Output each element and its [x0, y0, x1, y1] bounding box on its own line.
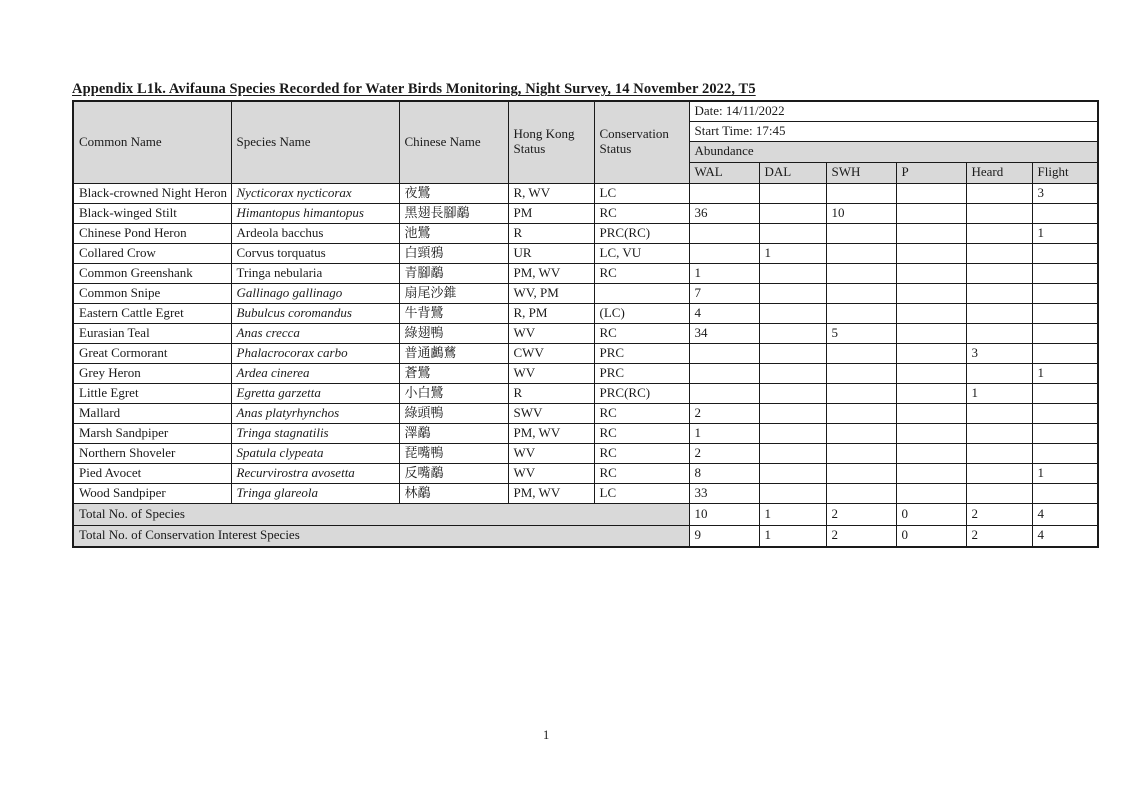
conservation-status-cell: RC — [594, 463, 689, 483]
abundance-cell-p — [896, 363, 966, 383]
species-row — [73, 483, 1098, 503]
chinese-name-cell: 黑翅長腳鷸 — [399, 203, 508, 223]
species-row — [73, 263, 1098, 283]
abundance-cell-dal — [759, 203, 826, 223]
abundance-cell-flight — [1032, 343, 1098, 363]
col-header-species-name: Species Name — [231, 101, 399, 183]
abundance-cell-p — [896, 283, 966, 303]
total-conservation-p: 0 — [896, 525, 966, 547]
abundance-cell-heard — [966, 263, 1032, 283]
abundance-cell-wal: 36 — [689, 203, 759, 223]
total-species-label: Total No. of Species — [73, 503, 689, 525]
site-header-wal: WAL — [689, 162, 759, 183]
survey-start-time: Start Time: 17:45 — [689, 121, 1098, 141]
abundance-cell-wal: 2 — [689, 403, 759, 423]
hong-kong-status-cell: PM, WV — [508, 263, 594, 283]
species-name-cell: Ardeola bacchus — [231, 223, 399, 243]
abundance-cell-heard — [966, 303, 1032, 323]
total-conservation-flight: 4 — [1032, 525, 1098, 547]
abundance-cell-heard — [966, 283, 1032, 303]
site-header-p: P — [896, 162, 966, 183]
abundance-cell-flight: 3 — [1032, 183, 1098, 203]
conservation-status-cell: RC — [594, 443, 689, 463]
abundance-cell-heard — [966, 403, 1032, 423]
abundance-cell-p — [896, 243, 966, 263]
abundance-cell-dal — [759, 223, 826, 243]
abundance-cell-wal: 34 — [689, 323, 759, 343]
hong-kong-status-cell: CWV — [508, 343, 594, 363]
site-header-flight: Flight — [1032, 162, 1098, 183]
total-species-swh: 2 — [826, 503, 896, 525]
chinese-name-cell: 扇尾沙錐 — [399, 283, 508, 303]
abundance-cell-flight — [1032, 383, 1098, 403]
chinese-name-cell: 池鷺 — [399, 223, 508, 243]
species-name-cell: Tringa nebularia — [231, 263, 399, 283]
abundance-cell-flight — [1032, 303, 1098, 323]
chinese-name-cell: 林鷸 — [399, 483, 508, 503]
abundance-cell-wal: 2 — [689, 443, 759, 463]
hong-kong-status-cell: R — [508, 223, 594, 243]
abundance-cell-swh — [826, 263, 896, 283]
hong-kong-status-cell: PM, WV — [508, 483, 594, 503]
abundance-cell-dal — [759, 283, 826, 303]
abundance-cell-p — [896, 383, 966, 403]
common-name-cell: Mallard — [73, 403, 231, 423]
abundance-cell-dal — [759, 443, 826, 463]
abundance-cell-wal: 1 — [689, 423, 759, 443]
abundance-cell-p — [896, 343, 966, 363]
total-conservation-label: Total No. of Conservation Interest Species — [73, 525, 689, 547]
hong-kong-status-cell: UR — [508, 243, 594, 263]
total-conservation-row — [73, 525, 1098, 547]
site-header-dal: DAL — [759, 162, 826, 183]
species-name-cell: Phalacrocorax carbo — [231, 343, 399, 363]
total-species-p: 0 — [896, 503, 966, 525]
hong-kong-status-cell: WV — [508, 323, 594, 343]
abundance-cell-p — [896, 183, 966, 203]
species-name-cell: Gallinago gallinago — [231, 283, 399, 303]
hong-kong-status-cell: R, WV — [508, 183, 594, 203]
common-name-cell: Common Greenshank — [73, 263, 231, 283]
abundance-cell-swh — [826, 423, 896, 443]
abundance-cell-dal — [759, 423, 826, 443]
abundance-cell-dal — [759, 323, 826, 343]
species-row — [73, 363, 1098, 383]
species-row — [73, 463, 1098, 483]
abundance-cell-flight: 1 — [1032, 463, 1098, 483]
conservation-status-cell: LC, VU — [594, 243, 689, 263]
species-row — [73, 223, 1098, 243]
species-table — [72, 100, 1099, 548]
species-name-cell: Tringa stagnatilis — [231, 423, 399, 443]
conservation-status-cell: (LC) — [594, 303, 689, 323]
species-row — [73, 343, 1098, 363]
abundance-cell-swh — [826, 283, 896, 303]
species-row — [73, 303, 1098, 323]
site-header-swh: SWH — [826, 162, 896, 183]
abundance-cell-swh — [826, 443, 896, 463]
hong-kong-status-cell: WV — [508, 363, 594, 383]
abundance-cell-dal — [759, 363, 826, 383]
species-name-cell: Anas crecca — [231, 323, 399, 343]
abundance-cell-swh — [826, 403, 896, 423]
species-row — [73, 183, 1098, 203]
abundance-cell-heard — [966, 183, 1032, 203]
abundance-cell-wal: 4 — [689, 303, 759, 323]
conservation-status-cell: PRC — [594, 343, 689, 363]
species-name-cell: Ardea cinerea — [231, 363, 399, 383]
species-name-cell: Recurvirostra avosetta — [231, 463, 399, 483]
conservation-status-cell: LC — [594, 483, 689, 503]
abundance-cell-heard: 1 — [966, 383, 1032, 403]
total-conservation-heard: 2 — [966, 525, 1032, 547]
abundance-cell-p — [896, 423, 966, 443]
species-name-cell: Corvus torquatus — [231, 243, 399, 263]
abundance-cell-swh — [826, 343, 896, 363]
abundance-cell-dal — [759, 263, 826, 283]
page-number: 1 — [543, 728, 550, 742]
abundance-cell-wal: 8 — [689, 463, 759, 483]
species-row — [73, 243, 1098, 263]
common-name-cell: Collared Crow — [73, 243, 231, 263]
abundance-cell-wal — [689, 183, 759, 203]
abundance-cell-flight — [1032, 243, 1098, 263]
common-name-cell: Eurasian Teal — [73, 323, 231, 343]
abundance-cell-swh: 5 — [826, 323, 896, 343]
abundance-cell-p — [896, 323, 966, 343]
abundance-cell-flight — [1032, 483, 1098, 503]
chinese-name-cell: 澤鷸 — [399, 423, 508, 443]
common-name-cell: Great Cormorant — [73, 343, 231, 363]
species-row — [73, 323, 1098, 343]
chinese-name-cell: 綠頭鴨 — [399, 403, 508, 423]
header-row-date — [73, 101, 1098, 121]
species-name-cell: Himantopus himantopus — [231, 203, 399, 223]
abundance-cell-wal — [689, 243, 759, 263]
abundance-cell-flight — [1032, 263, 1098, 283]
conservation-status-cell: PRC(RC) — [594, 383, 689, 403]
common-name-cell: Grey Heron — [73, 363, 231, 383]
col-header-conservation-status: Conservation Status — [594, 101, 689, 183]
abundance-cell-swh — [826, 183, 896, 203]
hong-kong-status-cell: WV, PM — [508, 283, 594, 303]
abundance-cell-heard — [966, 203, 1032, 223]
abundance-cell-heard — [966, 483, 1032, 503]
species-row — [73, 203, 1098, 223]
species-name-cell: Egretta garzetta — [231, 383, 399, 403]
abundance-cell-heard — [966, 363, 1032, 383]
abundance-cell-dal — [759, 303, 826, 323]
species-table-body — [73, 101, 1098, 547]
chinese-name-cell: 反嘴鷸 — [399, 463, 508, 483]
species-row — [73, 443, 1098, 463]
abundance-cell-wal: 7 — [689, 283, 759, 303]
species-name-cell: Spatula clypeata — [231, 443, 399, 463]
total-species-wal: 10 — [689, 503, 759, 525]
col-header-chinese-name: Chinese Name — [399, 101, 508, 183]
survey-date: Date: 14/11/2022 — [689, 101, 1098, 121]
abundance-header: Abundance — [689, 141, 1098, 162]
chinese-name-cell: 普通鸕鶿 — [399, 343, 508, 363]
hong-kong-status-cell: WV — [508, 463, 594, 483]
species-name-cell: Bubulcus coromandus — [231, 303, 399, 323]
hong-kong-status-cell: WV — [508, 443, 594, 463]
hong-kong-status-cell: R, PM — [508, 303, 594, 323]
total-species-row — [73, 503, 1098, 525]
abundance-cell-flight — [1032, 403, 1098, 423]
abundance-cell-swh: 10 — [826, 203, 896, 223]
total-species-flight: 4 — [1032, 503, 1098, 525]
chinese-name-cell: 小白鷺 — [399, 383, 508, 403]
chinese-name-cell: 綠翅鴨 — [399, 323, 508, 343]
abundance-cell-heard — [966, 443, 1032, 463]
abundance-cell-heard — [966, 243, 1032, 263]
chinese-name-cell: 青腳鷸 — [399, 263, 508, 283]
abundance-cell-dal — [759, 483, 826, 503]
conservation-status-cell — [594, 283, 689, 303]
abundance-cell-dal: 1 — [759, 243, 826, 263]
abundance-cell-dal — [759, 183, 826, 203]
abundance-cell-p — [896, 263, 966, 283]
abundance-cell-wal: 33 — [689, 483, 759, 503]
common-name-cell: Little Egret — [73, 383, 231, 403]
abundance-cell-heard — [966, 423, 1032, 443]
abundance-cell-flight — [1032, 283, 1098, 303]
abundance-cell-heard: 3 — [966, 343, 1032, 363]
abundance-cell-dal — [759, 403, 826, 423]
total-conservation-dal: 1 — [759, 525, 826, 547]
abundance-cell-wal — [689, 383, 759, 403]
abundance-cell-p — [896, 303, 966, 323]
abundance-cell-heard — [966, 223, 1032, 243]
page-title: Appendix L1k. Avifauna Species Recorded for Water Birds Monitoring, Night Survey, 14 November 2022, T5 — [72, 81, 756, 97]
conservation-status-cell: LC — [594, 183, 689, 203]
species-name-cell: Anas platyrhynchos — [231, 403, 399, 423]
conservation-status-cell: RC — [594, 323, 689, 343]
conservation-status-cell: PRC(RC) — [594, 223, 689, 243]
total-species-heard: 2 — [966, 503, 1032, 525]
chinese-name-cell: 夜鷺 — [399, 183, 508, 203]
species-row — [73, 383, 1098, 403]
abundance-cell-wal: 1 — [689, 263, 759, 283]
abundance-cell-flight — [1032, 423, 1098, 443]
abundance-cell-dal — [759, 463, 826, 483]
abundance-cell-flight — [1032, 203, 1098, 223]
abundance-cell-swh — [826, 463, 896, 483]
chinese-name-cell: 白頸鴉 — [399, 243, 508, 263]
abundance-cell-p — [896, 443, 966, 463]
abundance-cell-swh — [826, 363, 896, 383]
conservation-status-cell: RC — [594, 263, 689, 283]
abundance-cell-flight — [1032, 443, 1098, 463]
conservation-status-cell: PRC — [594, 363, 689, 383]
conservation-status-cell: RC — [594, 423, 689, 443]
hong-kong-status-cell: PM — [508, 203, 594, 223]
abundance-cell-swh — [826, 483, 896, 503]
abundance-cell-flight: 1 — [1032, 363, 1098, 383]
chinese-name-cell: 琵嘴鴨 — [399, 443, 508, 463]
abundance-cell-flight: 1 — [1032, 223, 1098, 243]
abundance-cell-dal — [759, 343, 826, 363]
species-name-cell: Nycticorax nycticorax — [231, 183, 399, 203]
site-header-heard: Heard — [966, 162, 1032, 183]
abundance-cell-heard — [966, 323, 1032, 343]
col-header-common-name: Common Name — [73, 101, 231, 183]
species-row — [73, 403, 1098, 423]
abundance-cell-p — [896, 403, 966, 423]
abundance-cell-dal — [759, 383, 826, 403]
total-conservation-wal: 9 — [689, 525, 759, 547]
abundance-cell-swh — [826, 223, 896, 243]
hong-kong-status-cell: R — [508, 383, 594, 403]
abundance-cell-wal — [689, 363, 759, 383]
abundance-cell-p — [896, 223, 966, 243]
abundance-cell-heard — [966, 463, 1032, 483]
abundance-cell-p — [896, 463, 966, 483]
hong-kong-status-cell: PM, WV — [508, 423, 594, 443]
common-name-cell: Marsh Sandpiper — [73, 423, 231, 443]
common-name-cell: Wood Sandpiper — [73, 483, 231, 503]
hong-kong-status-cell: SWV — [508, 403, 594, 423]
species-name-cell: Tringa glareola — [231, 483, 399, 503]
col-header-hong-kong-status: Hong Kong Status — [508, 101, 594, 183]
common-name-cell: Black-crowned Night Heron — [73, 183, 231, 203]
conservation-status-cell: RC — [594, 403, 689, 423]
species-row — [73, 423, 1098, 443]
abundance-cell-swh — [826, 303, 896, 323]
abundance-cell-swh — [826, 243, 896, 263]
total-conservation-swh: 2 — [826, 525, 896, 547]
common-name-cell: Pied Avocet — [73, 463, 231, 483]
chinese-name-cell: 牛背鷺 — [399, 303, 508, 323]
abundance-cell-wal — [689, 223, 759, 243]
conservation-status-cell: RC — [594, 203, 689, 223]
abundance-cell-p — [896, 483, 966, 503]
common-name-cell: Chinese Pond Heron — [73, 223, 231, 243]
abundance-cell-swh — [826, 383, 896, 403]
common-name-cell: Common Snipe — [73, 283, 231, 303]
abundance-cell-flight — [1032, 323, 1098, 343]
abundance-cell-p — [896, 203, 966, 223]
species-row — [73, 283, 1098, 303]
abundance-cell-wal — [689, 343, 759, 363]
common-name-cell: Northern Shoveler — [73, 443, 231, 463]
total-species-dal: 1 — [759, 503, 826, 525]
common-name-cell: Eastern Cattle Egret — [73, 303, 231, 323]
common-name-cell: Black-winged Stilt — [73, 203, 231, 223]
chinese-name-cell: 蒼鷺 — [399, 363, 508, 383]
